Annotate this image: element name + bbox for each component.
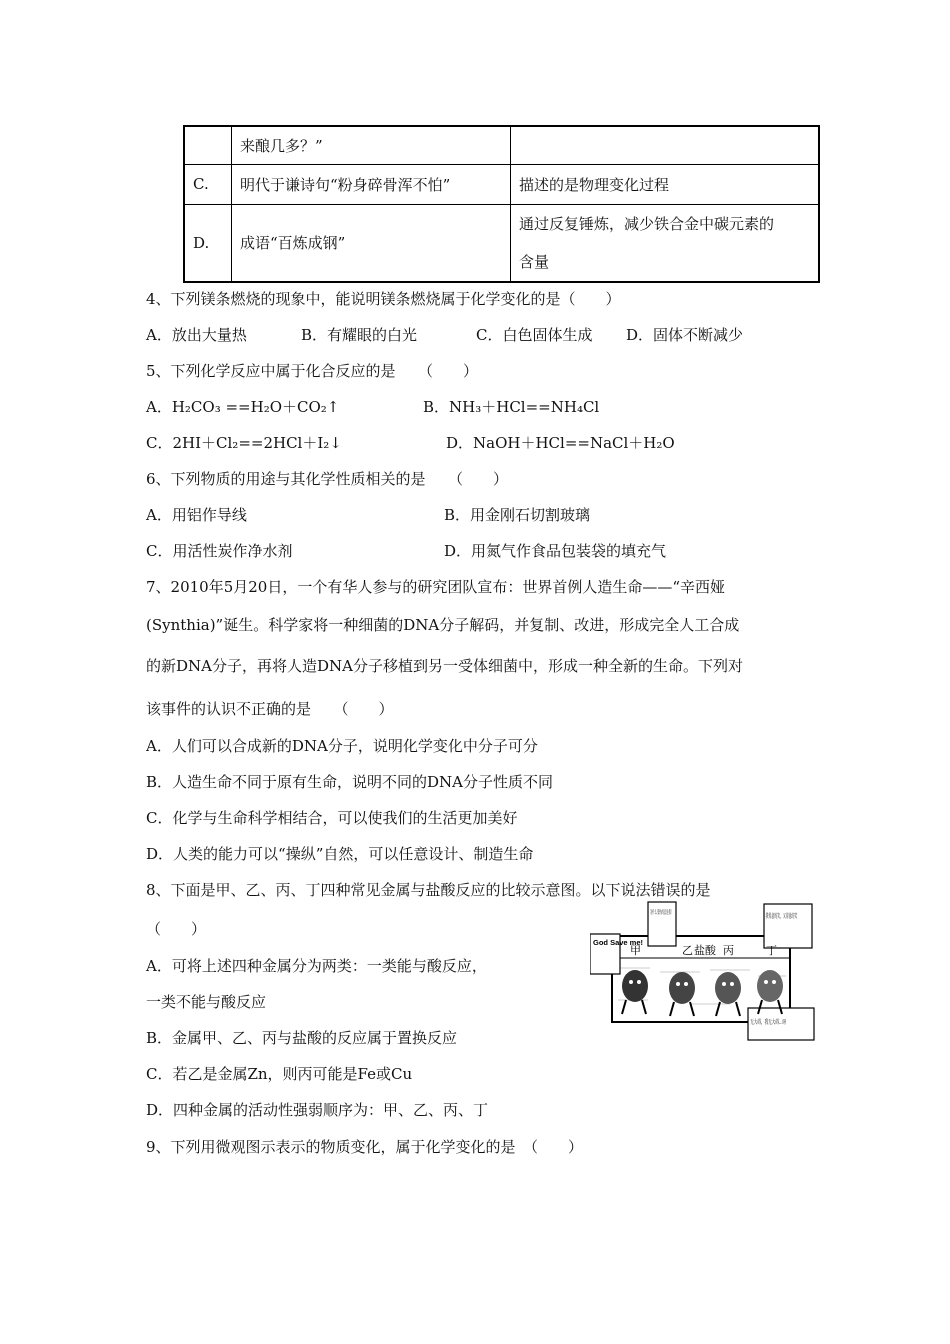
table-cell-label <box>184 126 232 164</box>
table-row <box>184 204 819 282</box>
option-a-continued: 一类不能与酸反应 <box>146 993 267 1011</box>
question-5-options <box>146 432 846 452</box>
option-d: D．四种金属的活动性强弱顺序为：甲、乙、丙、丁 <box>146 1101 489 1119</box>
option-c: C．化学与生命科学相结合，可以使我们的生活更加美好 <box>146 809 518 827</box>
table-row <box>184 126 819 164</box>
option-a: A．放出大量热 <box>146 326 247 344</box>
question-5-options <box>146 396 846 416</box>
options-table <box>183 125 820 283</box>
question-6-options <box>146 540 846 560</box>
label-jia: 甲 <box>630 944 641 957</box>
bubble-why: 为什么受伤的总是我！ <box>650 908 674 916</box>
option-d: D．人类的能力可以“操纵”自然，可以任意设计、制造生命 <box>146 845 534 863</box>
question-4-options <box>146 324 846 344</box>
table-row <box>184 164 819 204</box>
table-note-line: 通过反复锤炼，减少铁合金中碳元素的 <box>519 214 775 233</box>
table-cell-label: C. <box>184 164 232 204</box>
metals-acid-illustration <box>590 900 818 1042</box>
option-a: A．用铝作导线 <box>146 506 247 524</box>
question-6-options <box>146 504 846 524</box>
option-a: A．可将上述四种金属分为两类：一类能与酸反应， <box>146 957 487 975</box>
question-6-stem: 6、下列物质的用途与其化学性质相关的是 （ ） <box>146 470 509 488</box>
bubble-god-save: God Save me! <box>593 938 644 947</box>
option-d: D．固体不断减少 <box>626 326 744 344</box>
question-7-stem: 的新DNA分子，再将人造DNA分子移植到另一受体细菌中，形成一种全新的生命。下列对 <box>146 657 743 675</box>
option-c: C．白色固体生成 <box>476 326 593 344</box>
question-9-stem: 9、下列用微观图示表示的物质变化，属于化学变化的是 （ ） <box>146 1138 584 1156</box>
label-ding: 丁 <box>766 944 777 957</box>
table-cell-note <box>511 126 820 164</box>
label-yi: 乙 <box>682 944 693 957</box>
question-7-stem: 该事件的认识不正确的是 （ ） <box>146 700 394 718</box>
table-cell-note <box>511 204 820 282</box>
speech-bubble <box>764 904 812 948</box>
question-8-stem: （ ） <box>146 920 207 938</box>
option-d: D．用氮气作食品包装袋的填充气 <box>444 542 667 560</box>
question-8-stem: 8、下面是甲、乙、丙、丁四种常见金属与盐酸反应的比较示意图。以下说法错误的是 <box>146 881 711 899</box>
question-7-stem: (Synthia)”诞生。科学家将一种细菌的DNA分子解码，并复制、改进，形成完全人工合成 <box>146 616 740 634</box>
label-acid: 盐酸 <box>694 944 716 957</box>
question-5-stem: 5、下列化学反应中属于化合反应的是 （ ） <box>146 362 479 380</box>
option-b: B．有耀眼的白光 <box>301 326 418 344</box>
table-cell-text: 明代于谦诗句“粉身碎骨浑不怕” <box>232 164 511 204</box>
bubble-relaxed: 无大碍，我无大碍…呀 <box>750 1019 787 1027</box>
option-a: A．H₂CO₃ ==H₂O＋CO₂↑ <box>146 398 340 416</box>
option-b: B．NH₃＋HCl==NH₄Cl <box>423 398 600 416</box>
question-4-stem: 4、下列镁条燃烧的现象中，能说明镁条燃烧属于化学变化的是（ ） <box>146 290 621 308</box>
bubble-calm: 我得意的笑，又得意的笑 <box>765 914 798 921</box>
option-c: C．2HI＋Cl₂==2HCl＋I₂↓ <box>146 434 342 452</box>
table-cell-text: 成语“百炼成钢” <box>232 204 511 282</box>
option-b: B．金属甲、乙、丙与盐酸的反应属于置换反应 <box>146 1029 458 1047</box>
table-cell-label: D. <box>184 204 232 282</box>
table-cell-note: 描述的是物理变化过程 <box>511 164 820 204</box>
option-c: C．若乙是金属Zn，则丙可能是Fe或Cu <box>146 1065 413 1083</box>
option-a: A．人们可以合成新的DNA分子，说明化学变化中分子可分 <box>146 737 538 755</box>
option-d: D．NaOH＋HCl==NaCl＋H₂O <box>446 434 675 452</box>
option-b: B．人造生命不同于原有生命，说明不同的DNA分子性质不同 <box>146 773 554 791</box>
question-7-stem: 7、2010年5月20日，一个有华人参与的研究团队宣布：世界首例人造生命——“辛西娅 <box>146 578 726 596</box>
option-b: B．用金刚石切割玻璃 <box>444 506 591 524</box>
option-c: C．用活性炭作净水剂 <box>146 542 293 560</box>
table-note-line: 含量 <box>519 252 550 271</box>
label-bing: 丙 <box>723 944 734 957</box>
table-cell-text: 来酿几多？” <box>232 126 511 164</box>
